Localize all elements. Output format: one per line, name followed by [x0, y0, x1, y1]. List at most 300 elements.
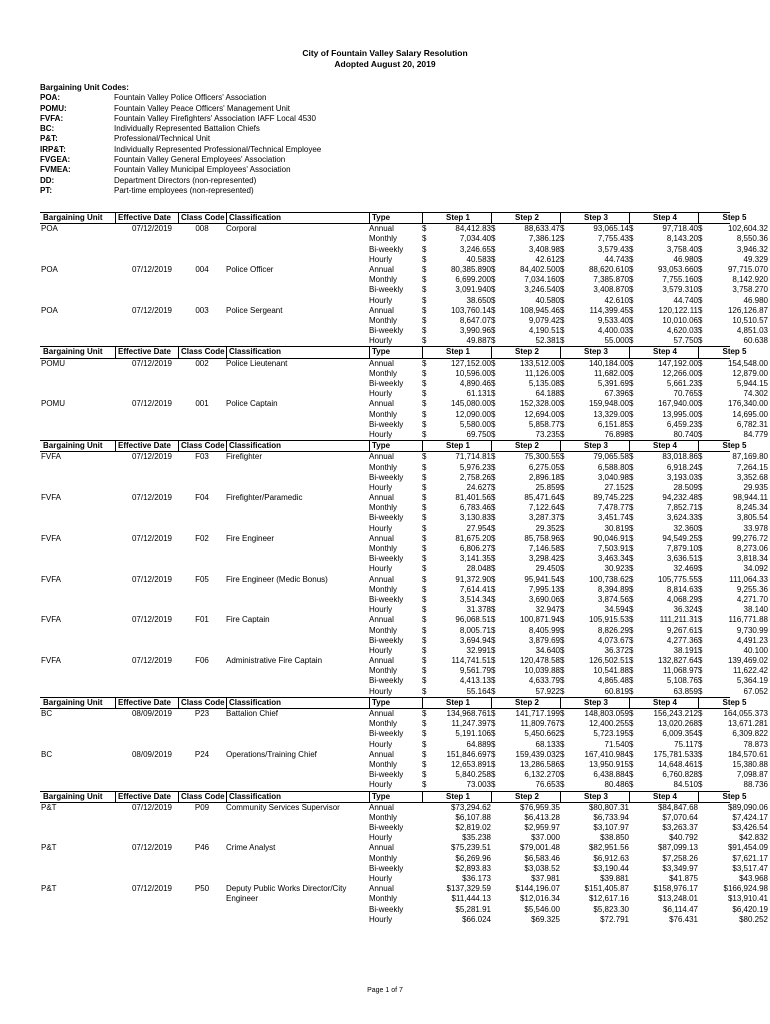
step-2-cell [491, 513, 560, 523]
step-2-cell [491, 854, 560, 864]
table-row [40, 409, 768, 420]
step-4-cell [629, 905, 698, 915]
column-header: Step 2 [491, 441, 560, 451]
table-row [40, 676, 768, 686]
dollar-sign: $ [491, 399, 496, 409]
dollar-sign: $ [491, 739, 496, 749]
pay-type-cell: Bi-weekly [369, 770, 404, 780]
dollar-sign: $ [560, 594, 565, 604]
column-header: Type [369, 441, 421, 451]
step-value: $12,617.16 [588, 894, 629, 904]
step-3-cell [560, 245, 629, 255]
step-value: $2,893.83 [455, 863, 491, 873]
step-value: 75,300.55 [524, 452, 560, 462]
dollar-sign: $ [698, 564, 703, 574]
dollar-sign: $ [629, 615, 634, 625]
pay-type-cell: Bi-weekly [369, 729, 404, 739]
step-value: $89,090.06 [727, 802, 768, 812]
pay-type-cell: Annual [369, 305, 394, 315]
dollar-sign: $ [698, 554, 703, 564]
table-row [40, 264, 768, 275]
step-3-cell [560, 285, 629, 295]
dollar-sign: $ [629, 244, 634, 254]
dollar-sign: $ [422, 635, 427, 645]
step-value: 11,622.42 [733, 666, 768, 676]
bargaining-unit-codes [40, 83, 321, 196]
step-2-cell [491, 585, 560, 595]
dollar-sign: $ [491, 452, 496, 462]
step-3-cell [560, 389, 629, 399]
step-value: 29.450 [535, 564, 560, 574]
step-5-cell [698, 803, 768, 813]
dollar-sign: $ [698, 358, 703, 368]
dollar-sign: $ [491, 709, 496, 718]
step-5-cell [698, 884, 768, 894]
pay-type-cell: Annual [369, 615, 394, 625]
column-header: Bargaining Unit [43, 441, 103, 451]
dollar-sign: $ [491, 285, 496, 295]
pay-type-cell: Annual [369, 533, 394, 543]
dollar-sign: $ [698, 295, 703, 305]
step-5-cell [698, 595, 768, 605]
table-row [40, 843, 768, 853]
pay-type-cell: Bi-weekly [369, 904, 404, 914]
step-value: $37.000 [531, 833, 560, 843]
code-row [40, 155, 321, 165]
step-2-cell [491, 595, 560, 605]
step-1-cell [422, 306, 491, 316]
dollar-sign: $ [560, 719, 565, 729]
step-4-cell [629, 544, 698, 554]
step-value: 44.740 [673, 295, 698, 305]
column-header: Class Code [178, 347, 226, 357]
dollar-sign: $ [422, 419, 427, 429]
step-5-cell [698, 833, 768, 843]
step-value: 68.133 [535, 739, 560, 749]
table-header-row [40, 791, 747, 803]
step-value: $5,823.30 [593, 904, 629, 914]
table-row [40, 452, 768, 462]
step-1-cell [422, 463, 491, 473]
step-value: 84.779 [743, 429, 768, 439]
dollar-sign: $ [629, 368, 634, 378]
dollar-sign: $ [698, 429, 703, 439]
step-4-cell [629, 389, 698, 399]
dollar-sign: $ [560, 409, 565, 419]
step-4-cell [629, 676, 698, 686]
step-2-cell [491, 750, 560, 760]
pay-type-cell: Annual [369, 574, 394, 584]
bargaining-unit-cell: FVFA [41, 452, 62, 462]
step-value: 13,020.268 [657, 719, 698, 729]
step-value: 76.653 [535, 780, 560, 790]
table-row [40, 894, 768, 904]
code-description: Professional/Technical Unit [114, 134, 211, 144]
step-1-cell [422, 316, 491, 326]
dollar-sign: $ [422, 584, 427, 594]
table-row [40, 399, 768, 409]
dollar-sign: $ [491, 429, 496, 439]
pay-type-cell: Annual [369, 802, 394, 812]
step-5-cell [698, 255, 768, 265]
step-value: 36.372 [604, 645, 629, 655]
step-value: 71.540 [604, 739, 629, 749]
step-5-cell [698, 234, 768, 244]
table-row [40, 482, 768, 493]
step-value: 7,264.15 [736, 462, 768, 472]
step-5-cell [698, 915, 768, 925]
pay-type-cell: Hourly [369, 686, 393, 696]
dollar-sign: $ [491, 656, 496, 666]
step-5-cell [698, 544, 768, 554]
dollar-sign: $ [629, 429, 634, 439]
step-2-cell [491, 666, 560, 676]
table-row [40, 780, 768, 790]
class-code-cell: 003 [195, 305, 209, 315]
step-value: 11,126.00 [525, 368, 560, 378]
table-row [40, 254, 768, 265]
step-value: $76.431 [669, 914, 698, 924]
pay-type-cell: Hourly [369, 523, 393, 533]
step-value: 9,561.79 [459, 666, 491, 676]
column-header: Effective Date [115, 698, 177, 708]
step-value: 4,400.03 [597, 326, 629, 336]
column-header: Classification [226, 213, 368, 223]
step-value: 69.750 [466, 429, 491, 439]
step-value: 89,745.22 [593, 493, 629, 503]
step-value: 88,620.610 [588, 264, 629, 274]
step-value: $41.875 [669, 874, 698, 883]
dollar-sign: $ [629, 635, 634, 645]
table-row [40, 554, 768, 564]
step-1-cell [422, 854, 491, 864]
step-1-cell [422, 452, 491, 462]
step-value: 13,995.00 [662, 409, 698, 419]
dollar-sign: $ [698, 326, 703, 336]
bargaining-unit-cell: POA [41, 264, 58, 274]
column-header: Effective Date [115, 441, 177, 451]
dollar-sign: $ [560, 513, 565, 523]
step-3-cell [560, 410, 629, 420]
table-header-row [40, 440, 747, 452]
step-2-cell [491, 740, 560, 750]
dollar-sign: $ [560, 399, 565, 409]
step-4-cell [629, 513, 698, 523]
bargaining-unit-cell: POA [41, 224, 58, 234]
step-value: 64.889 [466, 739, 491, 749]
dollar-sign: $ [422, 244, 427, 254]
step-3-cell [560, 255, 629, 265]
step-3-cell [560, 359, 629, 369]
code-abbr: FVMEA: [40, 165, 71, 175]
dollar-sign: $ [629, 482, 634, 492]
step-1-cell [422, 473, 491, 483]
pay-type-cell: Bi-weekly [369, 326, 404, 336]
step-4-cell [629, 854, 698, 864]
step-value: 3,818.34 [736, 554, 768, 564]
step-3-cell [560, 636, 629, 646]
step-5-cell [698, 389, 768, 399]
effective-date-cell: 07/12/2019 [131, 533, 172, 543]
step-3-cell [560, 615, 629, 625]
dollar-sign: $ [422, 749, 427, 759]
dollar-sign: $ [698, 254, 703, 264]
table-row [40, 513, 768, 523]
step-4-cell [629, 296, 698, 306]
dollar-sign: $ [491, 275, 496, 285]
step-value: 127,152.00 [450, 358, 491, 368]
step-value: 81,675.20 [455, 533, 491, 543]
table-row [40, 244, 768, 255]
dollar-sign: $ [422, 666, 427, 676]
step-2-cell [491, 265, 560, 275]
step-value: $12,016.34 [519, 894, 560, 904]
dollar-sign: $ [560, 224, 565, 234]
step-value: 9,255.36 [736, 584, 768, 594]
step-3-cell [560, 463, 629, 473]
dollar-sign: $ [560, 472, 565, 482]
step-5-cell [698, 503, 768, 513]
column-header: Step 3 [560, 347, 629, 357]
step-5-cell [698, 359, 768, 369]
step-value: 73.003 [466, 780, 491, 790]
table-row [40, 739, 768, 750]
pay-type-cell: Monthly [369, 234, 398, 244]
dollar-sign: $ [629, 656, 634, 666]
dollar-sign: $ [491, 295, 496, 305]
step-1-cell [422, 636, 491, 646]
pay-type-cell: Hourly [369, 254, 393, 264]
step-value: 57.922 [535, 686, 560, 696]
table-row [40, 914, 768, 925]
table-row [40, 749, 768, 760]
step-value: 3,451.74 [597, 513, 629, 523]
step-2-cell [491, 813, 560, 823]
step-2-cell [491, 615, 560, 625]
step-value: 80.486 [604, 780, 629, 790]
dollar-sign: $ [629, 686, 634, 696]
column-header: Step 3 [560, 213, 629, 223]
step-value: 184,570.61 [727, 749, 768, 759]
dollar-sign: $ [560, 482, 565, 492]
code-row [40, 145, 321, 155]
step-4-cell [629, 473, 698, 483]
dollar-sign: $ [629, 452, 634, 462]
step-2-cell [491, 452, 560, 462]
dollar-sign: $ [560, 544, 565, 553]
step-3-cell [560, 833, 629, 843]
column-header: Step 1 [422, 441, 491, 451]
dollar-sign: $ [629, 666, 634, 676]
step-4-cell [629, 740, 698, 750]
pay-type-cell: Monthly [369, 719, 398, 729]
dollar-sign: $ [422, 264, 427, 274]
step-value: $75,239.51 [450, 843, 491, 853]
pay-type-cell: Monthly [369, 462, 398, 472]
table-row [40, 224, 768, 234]
step-value: 3,946.32 [736, 244, 768, 254]
step-3-cell [560, 524, 629, 534]
bargaining-unit-cell: P&T [41, 843, 57, 853]
step-value: 120,478.58 [519, 656, 560, 666]
step-2-cell [491, 884, 560, 894]
step-5-cell [698, 513, 768, 523]
effective-date-cell: 07/12/2019 [131, 264, 172, 274]
step-value: 40.580 [535, 295, 560, 305]
step-1-cell [422, 915, 491, 925]
step-value: 3,193.03 [666, 472, 698, 482]
step-value: 99,276.72 [732, 533, 768, 543]
step-2-cell [491, 687, 560, 697]
step-value: 4,190.51 [528, 326, 560, 336]
step-1-cell [422, 544, 491, 554]
dollar-sign: $ [491, 554, 496, 564]
step-value: 8,245.34 [736, 503, 768, 513]
step-value: 12,879.00 [732, 368, 768, 378]
step-2-cell [491, 780, 560, 790]
step-value: 103,760.14 [450, 305, 491, 315]
step-value: 6,009.354 [662, 729, 698, 739]
step-3-cell [560, 483, 629, 493]
step-1-cell [422, 420, 491, 430]
step-value: $40.792 [669, 833, 698, 843]
step-value: 111,064.33 [729, 574, 768, 584]
column-header: Step 5 [698, 792, 768, 802]
bargaining-unit-cell: FVFA [41, 574, 62, 584]
table-row [40, 863, 768, 874]
bargaining-unit-cell: P&T [41, 884, 57, 894]
dollar-sign: $ [629, 770, 634, 780]
step-5-cell [698, 813, 768, 823]
pay-type-cell: Annual [369, 224, 394, 234]
dollar-sign: $ [698, 719, 703, 729]
dollar-sign: $ [422, 285, 427, 295]
step-value: $84,847.68 [657, 802, 698, 812]
effective-date-cell: 07/12/2019 [131, 493, 172, 503]
step-4-cell [629, 275, 698, 285]
step-3-cell [560, 326, 629, 336]
step-value: 13,950.915 [588, 759, 629, 769]
step-1-cell [422, 770, 491, 780]
dollar-sign: $ [698, 336, 703, 346]
step-value: $3,426.54 [732, 823, 768, 833]
step-1-cell [422, 410, 491, 420]
dollar-sign: $ [560, 315, 565, 325]
step-5-cell [698, 473, 768, 483]
dollar-sign: $ [422, 770, 427, 780]
class-code-cell: 001 [195, 399, 209, 409]
step-4-cell [629, 813, 698, 823]
dollar-sign: $ [422, 625, 427, 635]
step-value: 3,287.37 [528, 513, 560, 523]
step-value: 6,588.80 [597, 462, 629, 472]
table-row [40, 833, 768, 843]
step-1-cell [422, 843, 491, 853]
column-header: Step 2 [491, 347, 560, 357]
dollar-sign: $ [560, 666, 565, 676]
step-value: 7,146.58 [528, 544, 560, 553]
step-3-cell [560, 544, 629, 554]
step-value: 84,412.83 [455, 224, 491, 234]
pay-type-cell: Monthly [369, 368, 398, 378]
step-value: 85,758.96 [524, 533, 560, 543]
step-4-cell [629, 265, 698, 275]
dollar-sign: $ [629, 749, 634, 759]
code-description: Fountain Valley Firefighters' Association IAFF Local 4530 [114, 113, 316, 123]
dollar-sign: $ [422, 234, 427, 244]
step-4-cell [629, 554, 698, 564]
step-value: $39.881 [600, 874, 629, 883]
step-1-cell [422, 379, 491, 389]
step-value: 94,549.25 [662, 533, 698, 543]
step-value: 154,548.00 [727, 358, 768, 368]
class-code-cell: 004 [195, 264, 209, 274]
pay-type-cell: Monthly [369, 759, 398, 769]
document-subtitle: Adopted August 20, 2019 [334, 59, 436, 69]
step-value: 176,340.00 [727, 399, 768, 409]
step-4-cell [629, 750, 698, 760]
step-value: 6,151.85 [597, 419, 629, 429]
dollar-sign: $ [629, 234, 634, 244]
code-row [40, 124, 321, 134]
step-value: 94,232.48 [662, 493, 698, 503]
dollar-sign: $ [422, 305, 427, 315]
dollar-sign: $ [560, 429, 565, 439]
document-title: City of Fountain Valley Salary Resolution [302, 48, 468, 58]
dollar-sign: $ [629, 305, 634, 315]
step-value: 100,871.94 [519, 615, 560, 625]
dollar-sign: $ [422, 676, 427, 686]
table-row [40, 729, 768, 739]
step-value: 28.509 [673, 482, 698, 492]
step-5-cell [698, 854, 768, 864]
classification-cell: Engineer [226, 894, 259, 904]
step-2-cell [491, 636, 560, 646]
class-code-cell: F06 [195, 656, 209, 666]
dollar-sign: $ [491, 409, 496, 419]
step-value: 88.736 [743, 780, 768, 790]
step-value: $166,924.98 [723, 884, 768, 894]
step-1-cell [422, 646, 491, 656]
column-header: Step 2 [491, 213, 560, 223]
step-4-cell [629, 534, 698, 544]
step-5-cell [698, 750, 768, 760]
classification-cell: Police Lieutenant [226, 358, 288, 368]
dollar-sign: $ [629, 625, 634, 635]
dollar-sign: $ [422, 533, 427, 543]
step-value: 7,478.77 [597, 503, 629, 513]
step-5-cell [698, 524, 768, 534]
step-value: 3,579.310 [662, 285, 698, 295]
step-4-cell [629, 359, 698, 369]
step-5-cell [698, 770, 768, 780]
step-value: 6,918.24 [666, 462, 698, 472]
step-value: 7,034.40 [459, 234, 491, 244]
class-code-cell: P50 [194, 884, 210, 894]
step-value: 4,633.79 [528, 676, 560, 686]
step-1-cell [422, 760, 491, 770]
pay-type-cell: Annual [369, 358, 394, 368]
step-value: $38.850 [600, 833, 629, 843]
step-value: 3,805.54 [736, 513, 768, 523]
pay-type-cell: Monthly [369, 503, 398, 513]
dollar-sign: $ [698, 379, 703, 388]
step-value: 90,046.91 [593, 533, 629, 543]
step-value: 6,275.05 [528, 462, 560, 472]
step-3-cell [560, 750, 629, 760]
dollar-sign: $ [629, 326, 634, 336]
dollar-sign: $ [422, 493, 427, 503]
